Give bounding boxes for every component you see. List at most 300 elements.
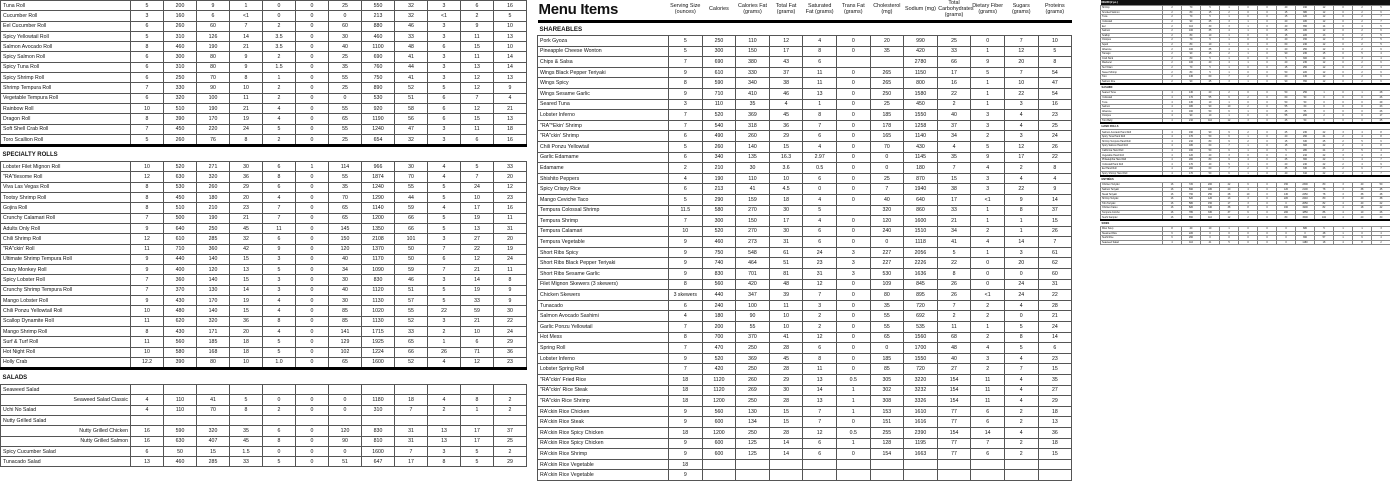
nutrition-value: 1290 bbox=[362, 193, 395, 203]
item-name: Adults Only Roll bbox=[1, 223, 131, 233]
nutrition-value: 1 bbox=[836, 385, 870, 396]
item-name: Seared Tuna bbox=[538, 99, 669, 110]
table-row bbox=[538, 205, 1072, 216]
nutrition-value: 4 bbox=[1163, 139, 1182, 144]
nutrition-value: 15 bbox=[769, 141, 803, 152]
nutrition-value: 4 bbox=[803, 194, 837, 205]
nutrition-value: 15 bbox=[230, 306, 263, 316]
nutrition-value: 1180 bbox=[1296, 240, 1315, 245]
panel-header-label: NIGIRI (2 pc.) bbox=[1101, 0, 1391, 6]
nutrition-value: 3 bbox=[1220, 153, 1239, 158]
nutrition-value: 6 bbox=[669, 152, 703, 163]
nutrition-value bbox=[461, 385, 494, 395]
nutrition-value: 6 bbox=[131, 93, 164, 103]
nutrition-value bbox=[769, 459, 803, 470]
nutrition-value: 29 bbox=[1038, 396, 1072, 407]
nutrition-value: 213 bbox=[362, 11, 395, 21]
nutrition-value: 8 bbox=[131, 182, 164, 192]
nutrition-value: 6 bbox=[1163, 231, 1182, 236]
nutrition-value: 0 bbox=[1239, 226, 1258, 231]
nutrition-value: 265 bbox=[870, 78, 904, 89]
nutrition-value: 60 bbox=[1277, 95, 1296, 100]
nutrition-value: 28 bbox=[1372, 91, 1391, 96]
nutrition-value: 120 bbox=[329, 426, 362, 436]
nutrition-value: 6 bbox=[1353, 236, 1372, 241]
nutrition-value: 820 bbox=[1182, 206, 1201, 211]
nutrition-value: 11 bbox=[769, 300, 803, 311]
nutrition-value: 22 bbox=[1315, 130, 1334, 135]
nutrition-value: 3 bbox=[971, 110, 1005, 121]
nutrition-value: 48 bbox=[769, 279, 803, 290]
nutrition-value: 170 bbox=[1182, 134, 1201, 139]
nutrition-value: 0 bbox=[1258, 42, 1277, 47]
nutrition-value: 15 bbox=[1038, 216, 1072, 227]
nutrition-value: 25 bbox=[870, 173, 904, 184]
nutrition-value: 0 bbox=[296, 244, 329, 254]
nutrition-value: 30 bbox=[329, 31, 362, 41]
nutrition-value: 13 bbox=[803, 88, 837, 99]
nutrition-value: 4 bbox=[1334, 215, 1353, 220]
nutrition-value: 0 bbox=[329, 395, 362, 405]
nutrition-value: 520 bbox=[702, 226, 736, 237]
nutrition-value: 1 bbox=[461, 405, 494, 415]
nutrition-value: 250 bbox=[736, 343, 770, 354]
nutrition-value: 0 bbox=[263, 446, 296, 456]
nutrition-value: 330 bbox=[1296, 139, 1315, 144]
nutrition-value: 230 bbox=[1296, 61, 1315, 66]
nutrition-value: 185 bbox=[197, 337, 230, 347]
nutrition-value: 11 bbox=[494, 213, 527, 223]
nutrition-value: 0 bbox=[1353, 231, 1372, 236]
nutrition-value: 130 bbox=[736, 406, 770, 417]
nutrition-value: 5 bbox=[131, 31, 164, 41]
nutrition-value: 9 bbox=[669, 438, 703, 449]
section-title: SASHIMI bbox=[1101, 84, 1391, 91]
nutrition-value: 34 bbox=[937, 226, 971, 237]
nutrition-value: 0 bbox=[1258, 196, 1277, 201]
nutrition-value: 3.5 bbox=[263, 31, 296, 41]
nutrition-value: 265 bbox=[870, 67, 904, 78]
nutrition-value: 70 bbox=[197, 73, 230, 83]
table-row bbox=[538, 269, 1072, 280]
nutrition-value: 2 bbox=[1239, 167, 1258, 172]
nutrition-value: 6 bbox=[803, 226, 837, 237]
nutrition-value: 0 bbox=[296, 254, 329, 264]
nutrition-value: 830 bbox=[362, 426, 395, 436]
nutrition-value: 6 bbox=[971, 417, 1005, 428]
nutrition-value: 2 bbox=[1004, 163, 1038, 174]
nutrition-value: 4 bbox=[803, 36, 837, 47]
nutrition-value: 2 bbox=[1239, 74, 1258, 79]
nutrition-value: 43 bbox=[769, 57, 803, 68]
nutrition-value: 7 bbox=[131, 124, 164, 134]
nutrition-value: 5 bbox=[428, 193, 461, 203]
nutrition-value: 9 bbox=[263, 244, 296, 254]
nutrition-value: 141 bbox=[329, 326, 362, 336]
nutrition-value: 0 bbox=[1258, 153, 1277, 158]
table-row bbox=[538, 258, 1072, 269]
nutrition-value: 5 bbox=[1372, 24, 1391, 29]
nutrition-value: 0 bbox=[1239, 236, 1258, 241]
nutrition-value: 16 bbox=[1163, 187, 1182, 192]
nutrition-value: 8 bbox=[937, 269, 971, 280]
nutrition-value: 22 bbox=[1004, 88, 1038, 99]
nutrition-value: 0 bbox=[296, 275, 329, 285]
nutrition-value: 0 bbox=[1258, 118, 1277, 123]
nutrition-value: 26 bbox=[1038, 141, 1072, 152]
nutrition-value: 320 bbox=[197, 426, 230, 436]
item-name: Rainbow Roll bbox=[1, 103, 131, 113]
nutrition-value: 14 bbox=[1038, 332, 1072, 343]
nutrition-value: 0 bbox=[1277, 236, 1296, 241]
nutrition-value: 1.0 bbox=[263, 357, 296, 368]
table-row bbox=[538, 88, 1072, 99]
nutrition-value: 5 bbox=[461, 446, 494, 456]
nutrition-value: 80 bbox=[1182, 10, 1201, 15]
nutrition-value: 61 bbox=[769, 247, 803, 258]
nutrition-value: 210 bbox=[197, 203, 230, 213]
nutrition-value: 50 bbox=[1372, 183, 1391, 188]
item-name: Pineapple Cheese Wonton bbox=[538, 46, 669, 57]
nutrition-value: 3 bbox=[1004, 131, 1038, 142]
nutrition-value: 13 bbox=[803, 396, 837, 407]
nutrition-value: 30 bbox=[494, 306, 527, 316]
nutrition-value: 0 bbox=[1239, 114, 1258, 119]
item-name: Tuna Roll bbox=[1, 1, 131, 11]
nutrition-value: 80 bbox=[1277, 215, 1296, 220]
nutrition-value: 0 bbox=[1239, 38, 1258, 43]
nutrition-value: 22 bbox=[937, 88, 971, 99]
nutrition-value: 8 bbox=[1353, 240, 1372, 245]
table-row bbox=[1, 182, 527, 192]
item-name: Sweet Shrimp bbox=[1101, 70, 1163, 75]
nutrition-value: 20 bbox=[494, 234, 527, 244]
item-name: Tunacado bbox=[538, 300, 669, 311]
nutrition-value: 70 bbox=[1182, 38, 1201, 43]
nutrition-value: 870 bbox=[904, 173, 938, 184]
nutrition-value: 5 bbox=[428, 285, 461, 295]
nutrition-value: 890 bbox=[362, 83, 395, 93]
nutrition-value: 700 bbox=[702, 332, 736, 343]
item-name: Octopus bbox=[1101, 114, 1163, 119]
nutrition-value: 0 bbox=[296, 213, 329, 223]
item-name: Mango Shrimp Roll bbox=[1, 326, 131, 336]
item-name: Mango Ceviche Taco bbox=[538, 194, 669, 205]
nutrition-value: 0 bbox=[1277, 240, 1296, 245]
nutrition-value: 220 bbox=[1296, 33, 1315, 38]
nutrition-value: 2 bbox=[1239, 215, 1258, 220]
nutrition-value: 285 bbox=[197, 234, 230, 244]
nutrition-value bbox=[1004, 459, 1038, 470]
item-name: Tamago bbox=[1101, 51, 1163, 56]
nutrition-value: 16 bbox=[1163, 215, 1182, 220]
nutrition-value: 13 bbox=[494, 31, 527, 41]
nutrition-value: 1 bbox=[1239, 19, 1258, 24]
nutrition-value: 1 bbox=[836, 406, 870, 417]
nutrition-value: 250 bbox=[197, 223, 230, 233]
nutrition-value: 9 bbox=[669, 449, 703, 460]
nutrition-value: 7 bbox=[1372, 157, 1391, 162]
nutrition-value: 2 bbox=[1353, 28, 1372, 33]
nutrition-value: 2 bbox=[1353, 47, 1372, 52]
nutrition-value: 1 bbox=[263, 73, 296, 83]
item-name: Tuna bbox=[1101, 15, 1163, 20]
nutrition-value: 51 bbox=[329, 457, 362, 467]
nutrition-value: 55 bbox=[329, 103, 362, 113]
nutrition-value: 18 bbox=[669, 459, 703, 470]
nutrition-value: 16 bbox=[1038, 99, 1072, 110]
item-name: "RA"*Ekin' Shrimp bbox=[538, 120, 669, 131]
nutrition-value: 0 bbox=[971, 36, 1005, 47]
nutrition-value: 11 bbox=[971, 375, 1005, 386]
nutrition-value: 1580 bbox=[904, 88, 938, 99]
nutrition-value: 0 bbox=[1258, 187, 1277, 192]
nutrition-value: 80 bbox=[1182, 33, 1201, 38]
nutrition-value: 18 bbox=[669, 396, 703, 407]
nutrition-value: 3 bbox=[669, 99, 703, 110]
nutrition-value: 250 bbox=[736, 427, 770, 438]
nutrition-value bbox=[1038, 470, 1072, 481]
nutrition-value bbox=[836, 459, 870, 470]
nutrition-value: 800 bbox=[904, 78, 938, 89]
nutrition-value: 200 bbox=[702, 322, 736, 333]
nutrition-value: 44 bbox=[395, 193, 428, 203]
nutrition-value: 1 bbox=[1334, 157, 1353, 162]
nutrition-value: 0 bbox=[870, 343, 904, 354]
nutrition-value: 1550 bbox=[904, 110, 938, 121]
table-row bbox=[1, 446, 527, 456]
nutrition-value: 17 bbox=[461, 436, 494, 446]
nutrition-value: 52 bbox=[395, 316, 428, 326]
nutrition-value: 15 bbox=[461, 42, 494, 52]
nutrition-value: 0 bbox=[1334, 51, 1353, 56]
nutrition-value: 610 bbox=[164, 234, 197, 244]
nutrition-value: 0 bbox=[296, 436, 329, 446]
nutrition-value: 6 bbox=[428, 254, 461, 264]
nutrition-value: 50 bbox=[1201, 148, 1220, 153]
nutrition-value: 460 bbox=[362, 31, 395, 41]
nutrition-value: 70 bbox=[1182, 15, 1201, 20]
nutrition-value: 4 bbox=[669, 173, 703, 184]
nutrition-value: 77 bbox=[937, 449, 971, 460]
item-name: Vegetable Tempura Roll bbox=[1, 93, 131, 103]
nutrition-value: 0 bbox=[1220, 236, 1239, 241]
nutrition-value: 5 bbox=[1201, 70, 1220, 75]
nutrition-value: 0 bbox=[296, 62, 329, 72]
nutrition-value: 600 bbox=[702, 438, 736, 449]
nutrition-value: 154 bbox=[937, 396, 971, 407]
nutrition-value: 4 bbox=[669, 311, 703, 322]
nutrition-value: 10 bbox=[230, 83, 263, 93]
nutrition-value: 80 bbox=[1182, 56, 1201, 61]
nutrition-value: 26 bbox=[1038, 226, 1072, 237]
nutrition-value: 36 bbox=[1038, 427, 1072, 438]
nutrition-value: 1224 bbox=[362, 347, 395, 357]
nutrition-value: 340 bbox=[702, 152, 736, 163]
nutrition-value: 220 bbox=[197, 124, 230, 134]
nutrition-value: 0 bbox=[1334, 38, 1353, 43]
nutrition-value: 0 bbox=[1334, 56, 1353, 61]
nutrition-value: 3 bbox=[836, 258, 870, 269]
nutrition-value: 4 bbox=[131, 395, 164, 405]
nutrition-value: 11 bbox=[971, 396, 1005, 407]
nutrition-value: 600 bbox=[702, 417, 736, 428]
nutrition-value: 0 bbox=[1277, 226, 1296, 231]
nutrition-value: 7 bbox=[395, 405, 428, 415]
nutrition-value: 4 bbox=[1163, 118, 1182, 123]
nutrition-value: 1195 bbox=[904, 438, 938, 449]
nutrition-value: 5 bbox=[1038, 46, 1072, 57]
nutrition-value: 2780 bbox=[904, 57, 938, 68]
nutrition-value: 65 bbox=[329, 357, 362, 368]
nutrition-value: 9 bbox=[1220, 130, 1239, 135]
nutrition-value: 1600 bbox=[904, 216, 938, 227]
nutrition-value: 6 bbox=[428, 93, 461, 103]
nutrition-value: 30 bbox=[329, 296, 362, 306]
nutrition-value: 10 bbox=[131, 306, 164, 316]
table-row bbox=[1, 347, 527, 357]
column-header: Sodium (mg) bbox=[904, 0, 938, 22]
nutrition-value: 36 bbox=[230, 172, 263, 182]
nutrition-value: 13 bbox=[494, 73, 527, 83]
nutrition-value: 41 bbox=[736, 184, 770, 195]
nutrition-value: 0 bbox=[1258, 56, 1277, 61]
nutrition-value: 37 bbox=[1220, 210, 1239, 215]
item-name: Crunchy Calamari Roll bbox=[1, 213, 131, 223]
nutrition-value: 3 bbox=[971, 173, 1005, 184]
middle-nutrition-panel bbox=[537, 0, 1072, 500]
nutrition-value: 2 bbox=[1353, 33, 1372, 38]
nutrition-value: 6 bbox=[803, 449, 837, 460]
nutrition-value: 9 bbox=[1220, 139, 1239, 144]
nutrition-value: 51 bbox=[395, 285, 428, 295]
nutrition-value: 2 bbox=[1163, 38, 1182, 43]
nutrition-value: 12 bbox=[803, 332, 837, 343]
nutrition-value: 0 bbox=[296, 265, 329, 275]
nutrition-value: 20 bbox=[1277, 47, 1296, 52]
nutrition-value: 1118 bbox=[904, 237, 938, 248]
nutrition-value: 1170 bbox=[362, 254, 395, 264]
nutrition-value: 310 bbox=[362, 405, 395, 415]
nutrition-value: 860 bbox=[904, 205, 938, 216]
nutrition-value: 120 bbox=[1277, 187, 1296, 192]
nutrition-value: 15 bbox=[1038, 364, 1072, 375]
nutrition-value: 110 bbox=[736, 36, 770, 47]
nutrition-value: 5 bbox=[263, 457, 296, 467]
nutrition-value: 110 bbox=[702, 99, 736, 110]
nutrition-value: 159 bbox=[736, 194, 770, 205]
nutrition-value: 2 bbox=[1353, 38, 1372, 43]
nutrition-value: 4 bbox=[1163, 104, 1182, 109]
item-name: Garlic Ponzu Yellowtail bbox=[538, 322, 669, 333]
nutrition-value: 270 bbox=[736, 226, 770, 237]
nutrition-value: 4 bbox=[1163, 109, 1182, 114]
nutrition-value: 90 bbox=[197, 83, 230, 93]
nutrition-value: 2 bbox=[1163, 74, 1182, 79]
nutrition-value: 0 bbox=[329, 446, 362, 456]
nutrition-value: 0 bbox=[1239, 240, 1258, 245]
nutrition-value: 0 bbox=[1239, 91, 1258, 96]
table-row bbox=[1, 234, 527, 244]
nutrition-value: 25 bbox=[1372, 118, 1391, 123]
nutrition-value: 25 bbox=[1315, 139, 1334, 144]
nutrition-value: 10 bbox=[669, 226, 703, 237]
nutrition-value: 1 bbox=[1239, 28, 1258, 33]
nutrition-value: 9 bbox=[197, 1, 230, 11]
table-row bbox=[1, 357, 527, 368]
nutrition-value: 26 bbox=[937, 290, 971, 301]
nutrition-value: 5 bbox=[494, 11, 527, 21]
nutrition-value: 2 bbox=[1220, 91, 1239, 96]
nutrition-value: 168 bbox=[197, 347, 230, 357]
nutrition-value: 2 bbox=[971, 300, 1005, 311]
nutrition-value: 0 bbox=[1334, 47, 1353, 52]
nutrition-value: 8 bbox=[1038, 163, 1072, 174]
nutrition-value: 250 bbox=[736, 396, 770, 407]
table-row bbox=[538, 470, 1072, 481]
nutrition-value: 45 bbox=[1277, 118, 1296, 123]
nutrition-value: 1 bbox=[1220, 70, 1239, 75]
nutrition-value: 0 bbox=[1334, 61, 1353, 66]
nutrition-value: 6 bbox=[1239, 210, 1258, 215]
item-name: Shrimp Teriyaki bbox=[1101, 196, 1163, 201]
nutrition-value: 8 bbox=[131, 42, 164, 52]
nutrition-value: 11 bbox=[131, 244, 164, 254]
nutrition-value: 0 bbox=[836, 67, 870, 78]
nutrition-value: 30 bbox=[1201, 24, 1220, 29]
nutrition-value: 600 bbox=[702, 449, 736, 460]
nutrition-value: 17 bbox=[937, 67, 971, 78]
nutrition-value: 4 bbox=[263, 114, 296, 124]
nutrition-value: 305 bbox=[870, 375, 904, 386]
nutrition-value: 14 bbox=[461, 275, 494, 285]
nutrition-value: 6 bbox=[461, 337, 494, 347]
table-row bbox=[538, 459, 1072, 470]
nutrition-value: 620 bbox=[164, 316, 197, 326]
nutrition-value: 440 bbox=[164, 254, 197, 264]
table-row bbox=[538, 385, 1072, 396]
nutrition-value: 150 bbox=[1296, 38, 1315, 43]
nutrition-value: 810 bbox=[362, 436, 395, 446]
table-row bbox=[1, 134, 527, 145]
nutrition-value: 31 bbox=[769, 237, 803, 248]
nutrition-value: 0 bbox=[296, 103, 329, 113]
nutrition-value: 32 bbox=[395, 11, 428, 21]
nutrition-value: 32 bbox=[230, 234, 263, 244]
nutrition-value: 5 bbox=[131, 134, 164, 145]
nutrition-value: 8 bbox=[1372, 130, 1391, 135]
nutrition-value: 25 bbox=[937, 36, 971, 47]
nutrition-value: 0 bbox=[296, 114, 329, 124]
nutrition-value: 24 bbox=[461, 182, 494, 192]
nutrition-value: 7 bbox=[1372, 167, 1391, 172]
nutrition-value: 4 bbox=[1239, 187, 1258, 192]
nutrition-value: 1.5 bbox=[263, 62, 296, 72]
nutrition-value: 19 bbox=[494, 244, 527, 254]
item-name: Chili Ponzu Yellowtail bbox=[538, 141, 669, 152]
nutrition-value: 360 bbox=[1296, 236, 1315, 241]
nutrition-value: 110 bbox=[1182, 240, 1201, 245]
nutrition-value: 1 bbox=[1239, 134, 1258, 139]
nutrition-value: 2 bbox=[1163, 10, 1182, 15]
nutrition-value: 7 bbox=[937, 300, 971, 311]
nutrition-value: 110 bbox=[1201, 215, 1220, 220]
nutrition-value: 14 bbox=[494, 52, 527, 62]
nutrition-value: 6 bbox=[1372, 10, 1391, 15]
nutrition-value: 13 bbox=[803, 375, 837, 386]
nutrition-value: 1900 bbox=[1296, 206, 1315, 211]
nutrition-value: 2 bbox=[1004, 406, 1038, 417]
